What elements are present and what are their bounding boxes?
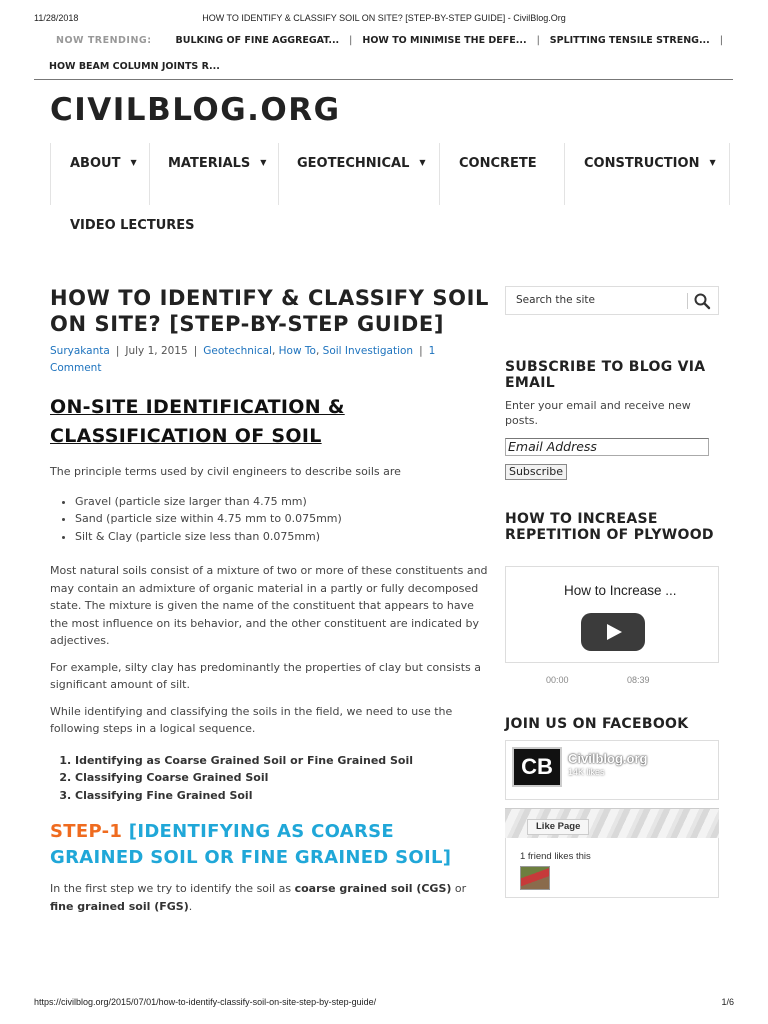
subscribe-button[interactable]: Subscribe xyxy=(505,464,567,480)
search-form xyxy=(505,286,719,315)
list-item: • Sand (particle size within 4.75 mm to 0.075mm) xyxy=(75,510,490,528)
step-1-heading xyxy=(50,819,490,871)
trending-separator: | xyxy=(349,35,353,46)
list-item: 3. Classifying Fine Grained Soil xyxy=(75,787,490,805)
nav-item-construction[interactable] xyxy=(584,143,716,205)
list-item: 1. Identifying as Coarse Grained Soil or Fine Grained Soil xyxy=(75,752,490,770)
chevron-down-icon: ▼ xyxy=(709,158,716,167)
email-field[interactable]: Email Address xyxy=(505,438,709,456)
subscribe-description: Enter your email and receive new posts. xyxy=(505,399,691,427)
video-embed[interactable] xyxy=(505,566,719,663)
facebook-friends-text: 1 friend likes this xyxy=(520,851,591,862)
main-nav xyxy=(50,143,730,263)
list-item: • Silt & Clay (particle size less than 0.075mm) xyxy=(75,528,490,546)
nav-item-label: GEOTECHNICAL xyxy=(297,156,410,171)
post-author-link[interactable]: Suryakanta xyxy=(50,345,110,357)
step-label: STEP-1 xyxy=(50,821,123,842)
print-page-number: 1/6 xyxy=(721,997,734,1007)
steps-list xyxy=(75,752,490,805)
nav-item-video-lectures[interactable] xyxy=(70,205,195,267)
facebook-friends-box xyxy=(505,838,719,898)
trending-divider xyxy=(34,79,733,80)
nav-item-materials[interactable] xyxy=(168,143,266,205)
paragraph: Most natural soils consist of a mixture of two or more of these constituents and may contain an admixture of organic material in a partly or fully decomposed state. The mixture is given the name of the constituent that appears to have the most influence on its behavior, and the other constituent are indicated by adjectives. xyxy=(50,564,488,647)
trending-item-3[interactable]: SPLITTING TENSILE STRENG... xyxy=(549,35,710,46)
list-item: • Gravel (particle size larger than 4.75 mm) xyxy=(75,493,490,511)
nav-divider xyxy=(729,143,730,205)
paragraph: While identifying and classifying the soils in the field, we need to use the following steps in a logical sequence. xyxy=(50,704,453,735)
trending-item-4[interactable]: HOW BEAM COLUMN JOINTS R... xyxy=(49,61,220,72)
facebook-page-name[interactable]: Civilblog.org xyxy=(568,751,648,766)
video-title: How to Increase ... xyxy=(564,583,677,598)
trending-item-2[interactable]: HOW TO MINIMISE THE DEFE... xyxy=(362,35,527,46)
paragraph: In the first step we try to identify the soil as coarse grained soil (CGS) or fine grained soil (FGS). xyxy=(50,882,467,913)
site-title[interactable]: CIVILBLOG.ORG xyxy=(50,92,341,128)
list-item: 2. Classifying Coarse Grained Soil xyxy=(75,769,490,787)
print-date: 11/28/2018 xyxy=(34,13,79,23)
print-footer xyxy=(34,997,734,1011)
print-header xyxy=(34,13,734,27)
bold-term: fine grained soil (FGS) xyxy=(50,899,189,913)
facebook-page-box xyxy=(505,740,719,800)
nav-item-geotechnical[interactable] xyxy=(297,143,426,205)
facebook-page-logo[interactable]: CB xyxy=(512,747,562,787)
category-link-geotechnical[interactable]: Geotechnical xyxy=(203,345,272,357)
facebook-cover-banner xyxy=(505,808,719,838)
nav-item-concrete[interactable] xyxy=(459,143,537,205)
nav-item-label: CONCRETE xyxy=(459,156,537,171)
category-link-soil-investigation[interactable]: Soil Investigation xyxy=(322,345,414,357)
trending-item-1[interactable]: BULKING OF FINE AGGREGAT... xyxy=(175,35,340,46)
category-link-how-to[interactable]: How To xyxy=(278,345,316,357)
paragraph: For example, silty clay has predominantly the properties of clay but consists a significant amount of silt. xyxy=(50,660,481,691)
nav-item-label: ABOUT xyxy=(70,156,121,171)
nav-item-about[interactable] xyxy=(70,143,137,205)
print-title: HOW TO IDENTIFY & CLASSIFY SOIL ON SITE? [STEP-BY-STEP GUIDE] - CivilBlog.Org xyxy=(202,13,566,23)
chevron-down-icon: ▼ xyxy=(260,158,267,167)
nav-item-label: VIDEO LECTURES xyxy=(70,218,195,233)
bold-term: coarse grained soil (CGS) xyxy=(294,882,452,895)
search-divider xyxy=(687,293,688,309)
nav-item-label: MATERIALS xyxy=(168,156,251,171)
print-url: https://civilblog.org/2015/07/01/how-to-identify-classify-soil-on-site-step-by-step-guide/ xyxy=(34,997,377,1007)
nav-divider xyxy=(564,143,565,205)
friend-avatar[interactable] xyxy=(520,866,550,890)
post-meta: Suryakanta | July 1, 2015 | Geotechnical, How To, Soil Investigation | 1 Comment xyxy=(50,345,436,374)
chevron-down-icon: ▼ xyxy=(419,158,426,167)
video-time-duration: 08:39 xyxy=(627,675,650,685)
subscribe-widget-title: SUBSCRIBE TO BLOG VIA EMAIL xyxy=(505,359,706,391)
trending-separator: | xyxy=(536,35,540,46)
play-button-icon[interactable] xyxy=(581,613,645,651)
video-time-current: 00:00 xyxy=(546,675,569,685)
video-widget-title: HOW TO INCREASE REPETITION OF PLYWOOD xyxy=(505,511,714,543)
facebook-widget-title: JOIN US ON FACEBOOK xyxy=(505,716,689,732)
nav-divider xyxy=(278,143,279,205)
article xyxy=(50,285,490,915)
trending-separator: | xyxy=(719,35,723,46)
facebook-like-button[interactable]: Like Page xyxy=(527,819,589,835)
facebook-likes-count: 14K likes xyxy=(568,767,605,777)
chevron-down-icon: ▼ xyxy=(130,158,137,167)
nav-divider xyxy=(149,143,150,205)
soil-terms-list xyxy=(75,493,490,546)
intro-paragraph: The principle terms used by civil engineers to describe soils are xyxy=(50,465,401,478)
search-icon[interactable] xyxy=(693,292,711,310)
nav-divider xyxy=(439,143,440,205)
post-title: HOW TO IDENTIFY & CLASSIFY SOIL ON SITE? [STEP-BY-STEP GUIDE] xyxy=(50,286,489,336)
step-title: [IDENTIFYING AS COARSE GRAINED SOIL OR FINE GRAINED SOIL] xyxy=(50,821,452,868)
post-date: July 1, 2015 xyxy=(125,345,188,357)
nav-divider xyxy=(50,143,51,205)
nav-item-label: CONSTRUCTION xyxy=(584,156,700,171)
section-title: ON-SITE IDENTIFICATION & CLASSIFICATION OF SOIL xyxy=(50,396,345,447)
comments-link[interactable]: 1 Comment xyxy=(50,345,436,374)
search-input[interactable]: Search the site xyxy=(516,294,595,306)
trending-label: NOW TRENDING: xyxy=(56,35,152,46)
